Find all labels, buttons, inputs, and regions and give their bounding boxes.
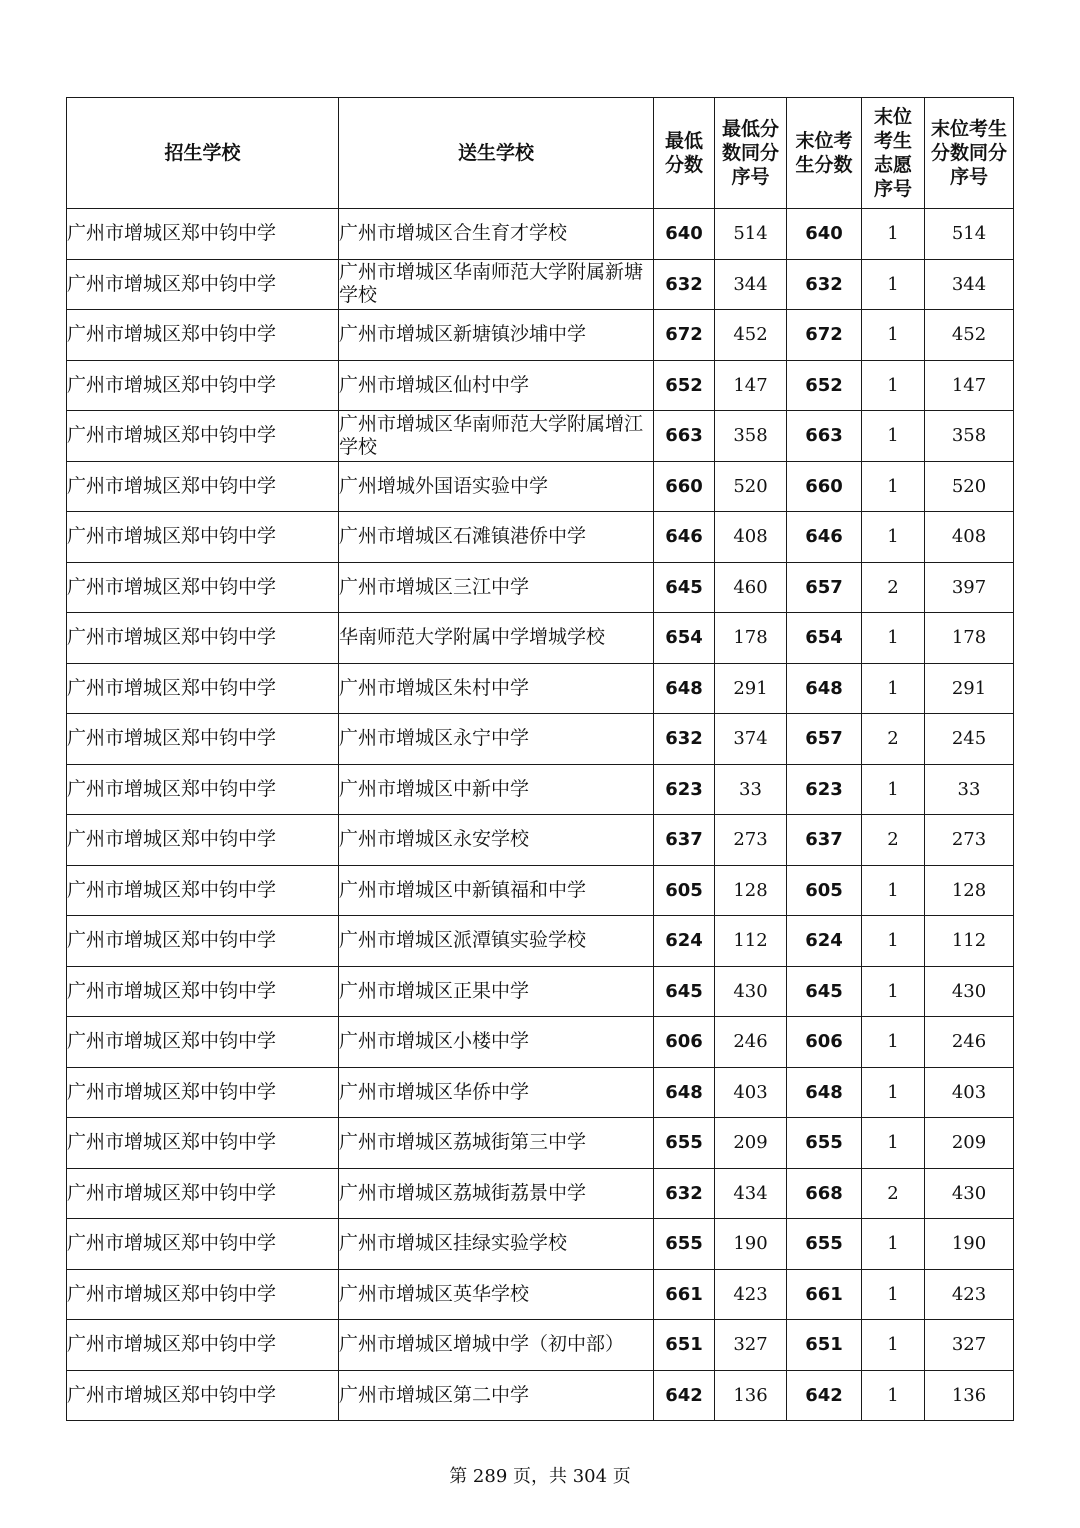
- cell-last-choice: 1: [862, 916, 925, 967]
- cell-recruit-school: 广州市增城区郑中钧中学: [67, 1320, 339, 1371]
- cell-recruit-school: 广州市增城区郑中钧中学: [67, 1168, 339, 1219]
- cell-send-school: 广州市增城区三江中学: [339, 562, 654, 613]
- cell-min-score: 640: [654, 209, 715, 260]
- table-row: [67, 360, 1014, 411]
- cell-min-score-rank: 33: [715, 764, 787, 815]
- table-row: [67, 1118, 1014, 1169]
- table-row: [67, 1320, 1014, 1371]
- cell-min-score: 605: [654, 865, 715, 916]
- cell-last-rank: 327: [925, 1320, 1014, 1371]
- cell-last-choice: 1: [862, 1067, 925, 1118]
- table-row: [67, 865, 1014, 916]
- cell-min-score-rank: 112: [715, 916, 787, 967]
- cell-min-score-rank: 520: [715, 461, 787, 512]
- cell-last-score: 632: [787, 259, 862, 310]
- cell-last-score: 660: [787, 461, 862, 512]
- cell-last-choice: 2: [862, 1168, 925, 1219]
- cell-min-score-rank: 423: [715, 1269, 787, 1320]
- cell-last-choice: 1: [862, 209, 925, 260]
- cell-min-score: 654: [654, 613, 715, 664]
- cell-send-school: 广州市增城区仙村中学: [339, 360, 654, 411]
- cell-last-rank: 190: [925, 1219, 1014, 1270]
- table-row: [67, 714, 1014, 765]
- cell-recruit-school: 广州市增城区郑中钧中学: [67, 411, 339, 462]
- cell-last-rank: 344: [925, 259, 1014, 310]
- cell-min-score-rank: 147: [715, 360, 787, 411]
- table-row: [67, 310, 1014, 361]
- cell-send-school: 广州市增城区华南师范大学附属新塘学校: [339, 259, 654, 310]
- cell-last-score: 606: [787, 1017, 862, 1068]
- cell-send-school: 广州市增城区合生育才学校: [339, 209, 654, 260]
- cell-last-choice: 1: [862, 1219, 925, 1270]
- cell-last-rank: 452: [925, 310, 1014, 361]
- cell-last-score: 648: [787, 663, 862, 714]
- cell-last-rank: 33: [925, 764, 1014, 815]
- cell-min-score: 648: [654, 663, 715, 714]
- cell-recruit-school: 广州市增城区郑中钧中学: [67, 613, 339, 664]
- cell-min-score-rank: 358: [715, 411, 787, 462]
- cell-min-score: 655: [654, 1219, 715, 1270]
- table-row: [67, 512, 1014, 563]
- cell-min-score: 672: [654, 310, 715, 361]
- cell-min-score-rank: 374: [715, 714, 787, 765]
- cell-last-choice: 1: [862, 613, 925, 664]
- cell-recruit-school: 广州市增城区郑中钧中学: [67, 1017, 339, 1068]
- cell-last-score: 657: [787, 562, 862, 613]
- cell-send-school: 广州市增城区石滩镇港侨中学: [339, 512, 654, 563]
- cell-last-rank: 209: [925, 1118, 1014, 1169]
- table-row: [67, 562, 1014, 613]
- cell-last-choice: 1: [862, 411, 925, 462]
- cell-last-rank: 136: [925, 1370, 1014, 1421]
- cell-recruit-school: 广州市增城区郑中钧中学: [67, 209, 339, 260]
- cell-last-choice: 2: [862, 815, 925, 866]
- cell-last-rank: 128: [925, 865, 1014, 916]
- cell-send-school: 广州市增城区第二中学: [339, 1370, 654, 1421]
- cell-min-score: 606: [654, 1017, 715, 1068]
- admission-score-table: [66, 97, 1014, 1421]
- cell-recruit-school: 广州市增城区郑中钧中学: [67, 259, 339, 310]
- cell-min-score-rank: 128: [715, 865, 787, 916]
- cell-last-score: 637: [787, 815, 862, 866]
- cell-recruit-school: 广州市增城区郑中钧中学: [67, 916, 339, 967]
- table-row: [67, 411, 1014, 462]
- cell-send-school: 广州市增城区华侨中学: [339, 1067, 654, 1118]
- cell-last-rank: 273: [925, 815, 1014, 866]
- cell-last-score: 661: [787, 1269, 862, 1320]
- cell-last-score: 605: [787, 865, 862, 916]
- table-row: [67, 966, 1014, 1017]
- table-body: [67, 209, 1014, 1421]
- cell-last-choice: 1: [862, 461, 925, 512]
- cell-last-score: 655: [787, 1219, 862, 1270]
- cell-send-school: 广州市增城区荔城街荔景中学: [339, 1168, 654, 1219]
- cell-send-school: 广州市增城区朱村中学: [339, 663, 654, 714]
- cell-last-score: 646: [787, 512, 862, 563]
- cell-last-choice: 2: [862, 562, 925, 613]
- cell-min-score: 632: [654, 1168, 715, 1219]
- cell-last-choice: 1: [862, 966, 925, 1017]
- cell-last-choice: 1: [862, 764, 925, 815]
- cell-min-score: 632: [654, 714, 715, 765]
- cell-last-rank: 112: [925, 916, 1014, 967]
- cell-send-school: 广州市增城区小楼中学: [339, 1017, 654, 1068]
- cell-send-school: 广州市增城区新塘镇沙埔中学: [339, 310, 654, 361]
- cell-send-school: 广州市增城区永安学校: [339, 815, 654, 866]
- cell-send-school: 广州市增城区华南师范大学附属增江学校: [339, 411, 654, 462]
- cell-min-score-rank: 190: [715, 1219, 787, 1270]
- cell-recruit-school: 广州市增城区郑中钧中学: [67, 714, 339, 765]
- cell-last-rank: 514: [925, 209, 1014, 260]
- cell-last-choice: 1: [862, 1017, 925, 1068]
- cell-last-score: 651: [787, 1320, 862, 1371]
- cell-send-school: 广州市增城区增城中学（初中部）: [339, 1320, 654, 1371]
- cell-last-score: 657: [787, 714, 862, 765]
- cell-last-choice: 1: [862, 865, 925, 916]
- cell-recruit-school: 广州市增城区郑中钧中学: [67, 663, 339, 714]
- cell-last-rank: 430: [925, 966, 1014, 1017]
- cell-send-school: 广州市增城区中新镇福和中学: [339, 865, 654, 916]
- cell-min-score: 648: [654, 1067, 715, 1118]
- cell-min-score-rank: 434: [715, 1168, 787, 1219]
- cell-recruit-school: 广州市增城区郑中钧中学: [67, 966, 339, 1017]
- cell-min-score-rank: 209: [715, 1118, 787, 1169]
- cell-last-choice: 2: [862, 714, 925, 765]
- table-row: [67, 1370, 1014, 1421]
- cell-send-school: 广州市增城区中新中学: [339, 764, 654, 815]
- cell-last-rank: 246: [925, 1017, 1014, 1068]
- cell-recruit-school: 广州市增城区郑中钧中学: [67, 360, 339, 411]
- page-footer: 第 289 页，共 304 页: [449, 1466, 631, 1487]
- cell-min-score: 632: [654, 259, 715, 310]
- cell-recruit-school: 广州市增城区郑中钧中学: [67, 1118, 339, 1169]
- cell-last-rank: 423: [925, 1269, 1014, 1320]
- cell-last-rank: 520: [925, 461, 1014, 512]
- cell-recruit-school: 广州市增城区郑中钧中学: [67, 1219, 339, 1270]
- cell-min-score: 624: [654, 916, 715, 967]
- cell-send-school: 广州市增城区派潭镇实验学校: [339, 916, 654, 967]
- cell-last-score: 623: [787, 764, 862, 815]
- header-last-rank: 末位考生 分数同分 序号: [925, 98, 1014, 209]
- cell-last-choice: 1: [862, 1320, 925, 1371]
- header-last-choice: 末位 考生 志愿 序号: [862, 98, 925, 209]
- cell-min-score-rank: 430: [715, 966, 787, 1017]
- cell-last-score: 668: [787, 1168, 862, 1219]
- cell-last-rank: 291: [925, 663, 1014, 714]
- header-last-score: 末位考 生分数: [787, 98, 862, 209]
- cell-min-score-rank: 273: [715, 815, 787, 866]
- cell-min-score: 660: [654, 461, 715, 512]
- cell-min-score: 652: [654, 360, 715, 411]
- cell-recruit-school: 广州市增城区郑中钧中学: [67, 1370, 339, 1421]
- table-row: [67, 815, 1014, 866]
- table-row: [67, 1067, 1014, 1118]
- cell-last-rank: 430: [925, 1168, 1014, 1219]
- header-min-score-rank: 最低分 数同分 序号: [715, 98, 787, 209]
- table-header-row: [67, 98, 1014, 209]
- table-row: [67, 209, 1014, 260]
- cell-recruit-school: 广州市增城区郑中钧中学: [67, 512, 339, 563]
- table-row: [67, 1269, 1014, 1320]
- cell-recruit-school: 广州市增城区郑中钧中学: [67, 815, 339, 866]
- cell-min-score-rank: 327: [715, 1320, 787, 1371]
- cell-min-score-rank: 178: [715, 613, 787, 664]
- cell-recruit-school: 广州市增城区郑中钧中学: [67, 1067, 339, 1118]
- header-min-score: 最低 分数: [654, 98, 715, 209]
- header-recruit-school: 招生学校: [67, 98, 339, 209]
- cell-last-score: 652: [787, 360, 862, 411]
- cell-recruit-school: 广州市增城区郑中钧中学: [67, 764, 339, 815]
- cell-last-rank: 358: [925, 411, 1014, 462]
- cell-min-score-rank: 452: [715, 310, 787, 361]
- cell-min-score: 642: [654, 1370, 715, 1421]
- cell-last-rank: 245: [925, 714, 1014, 765]
- cell-last-score: 640: [787, 209, 862, 260]
- cell-recruit-school: 广州市增城区郑中钧中学: [67, 461, 339, 512]
- cell-last-choice: 1: [862, 512, 925, 563]
- cell-min-score: 623: [654, 764, 715, 815]
- cell-min-score-rank: 136: [715, 1370, 787, 1421]
- cell-last-rank: 403: [925, 1067, 1014, 1118]
- cell-recruit-school: 广州市增城区郑中钧中学: [67, 562, 339, 613]
- cell-last-score: 624: [787, 916, 862, 967]
- table-row: [67, 461, 1014, 512]
- cell-min-score: 651: [654, 1320, 715, 1371]
- cell-send-school: 广州市增城区英华学校: [339, 1269, 654, 1320]
- table-row: [67, 613, 1014, 664]
- cell-last-score: 663: [787, 411, 862, 462]
- cell-last-rank: 178: [925, 613, 1014, 664]
- cell-min-score: 663: [654, 411, 715, 462]
- cell-min-score: 645: [654, 562, 715, 613]
- table-row: [67, 1017, 1014, 1068]
- cell-last-choice: 1: [862, 663, 925, 714]
- cell-recruit-school: 广州市增城区郑中钧中学: [67, 310, 339, 361]
- cell-last-score: 645: [787, 966, 862, 1017]
- table-row: [67, 764, 1014, 815]
- cell-last-rank: 397: [925, 562, 1014, 613]
- cell-last-score: 642: [787, 1370, 862, 1421]
- table-row: [67, 663, 1014, 714]
- cell-send-school: 广州市增城区正果中学: [339, 966, 654, 1017]
- cell-min-score-rank: 514: [715, 209, 787, 260]
- cell-last-score: 648: [787, 1067, 862, 1118]
- cell-min-score-rank: 408: [715, 512, 787, 563]
- cell-min-score: 661: [654, 1269, 715, 1320]
- cell-last-choice: 1: [862, 360, 925, 411]
- table-row: [67, 1219, 1014, 1270]
- cell-last-choice: 1: [862, 259, 925, 310]
- cell-min-score-rank: 246: [715, 1017, 787, 1068]
- cell-send-school: 华南师范大学附属中学增城学校: [339, 613, 654, 664]
- cell-send-school: 广州市增城区永宁中学: [339, 714, 654, 765]
- cell-last-choice: 1: [862, 1118, 925, 1169]
- cell-last-score: 654: [787, 613, 862, 664]
- cell-min-score-rank: 344: [715, 259, 787, 310]
- cell-min-score: 645: [654, 966, 715, 1017]
- cell-last-rank: 408: [925, 512, 1014, 563]
- cell-min-score-rank: 460: [715, 562, 787, 613]
- table-row: [67, 916, 1014, 967]
- header-send-school: 送生学校: [339, 98, 654, 209]
- table-row: [67, 1168, 1014, 1219]
- cell-min-score-rank: 291: [715, 663, 787, 714]
- cell-min-score: 655: [654, 1118, 715, 1169]
- cell-last-score: 672: [787, 310, 862, 361]
- table-row: [67, 259, 1014, 310]
- cell-last-rank: 147: [925, 360, 1014, 411]
- cell-last-choice: 1: [862, 310, 925, 361]
- cell-recruit-school: 广州市增城区郑中钧中学: [67, 1269, 339, 1320]
- cell-last-score: 655: [787, 1118, 862, 1169]
- cell-send-school: 广州增城外国语实验中学: [339, 461, 654, 512]
- cell-min-score: 637: [654, 815, 715, 866]
- cell-last-choice: 1: [862, 1269, 925, 1320]
- cell-send-school: 广州市增城区荔城街第三中学: [339, 1118, 654, 1169]
- cell-recruit-school: 广州市增城区郑中钧中学: [67, 865, 339, 916]
- cell-last-choice: 1: [862, 1370, 925, 1421]
- cell-min-score-rank: 403: [715, 1067, 787, 1118]
- cell-send-school: 广州市增城区挂绿实验学校: [339, 1219, 654, 1270]
- cell-min-score: 646: [654, 512, 715, 563]
